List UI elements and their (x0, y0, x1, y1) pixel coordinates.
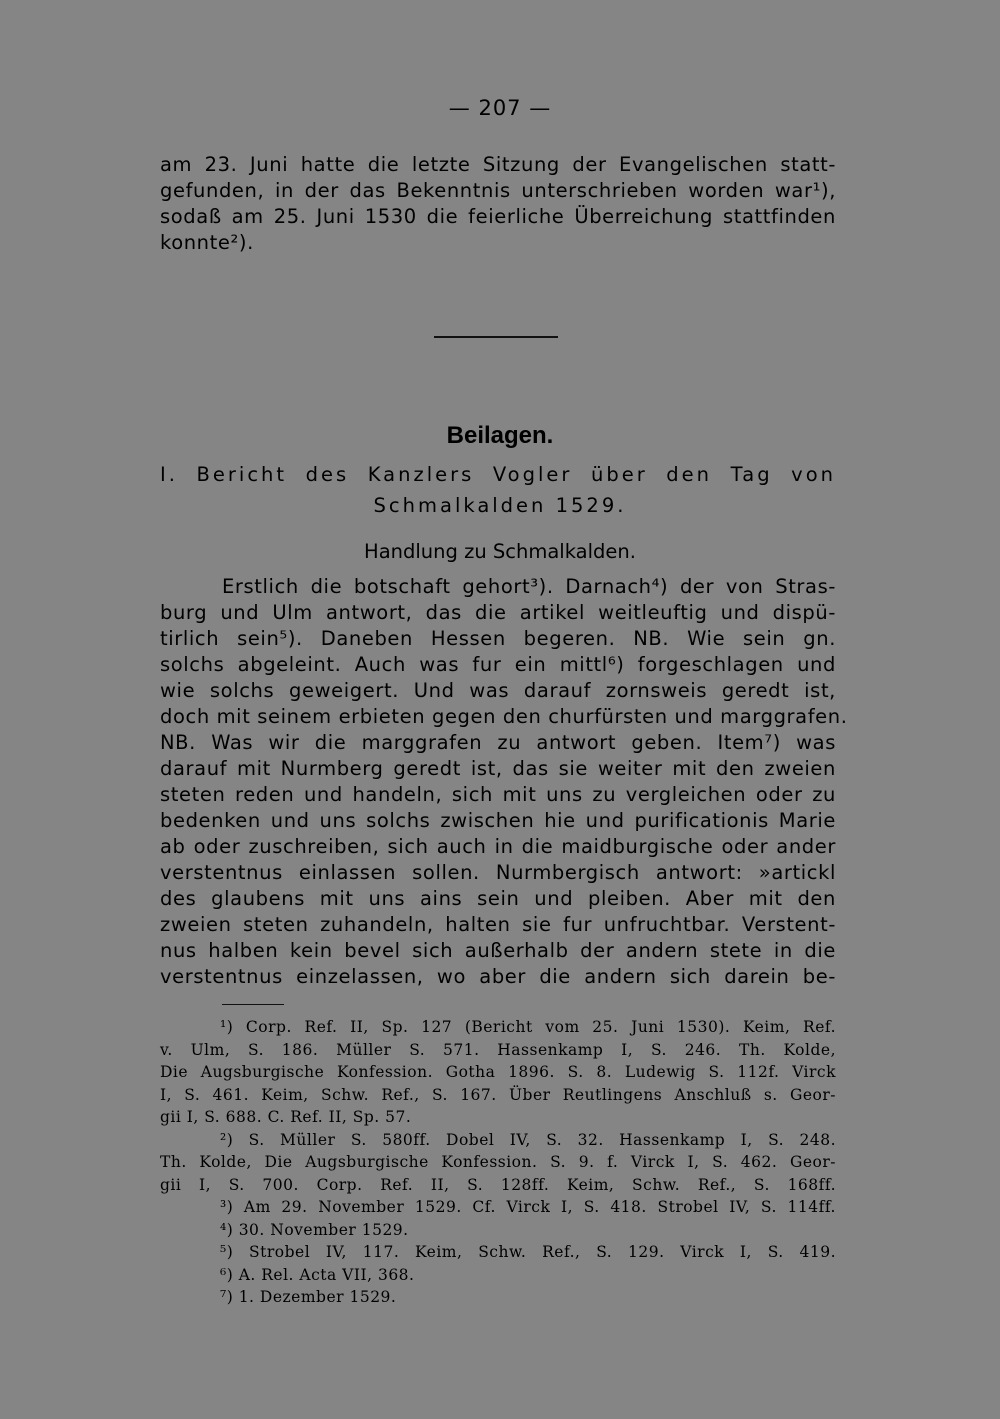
text-line: tirlich sein⁵). Daneben Hessen begeren. NB. Wie sein gn. (160, 627, 836, 650)
footnote-line: Die Augsburgische Konfession. Gotha 1896. S. 8. Ludewig S. 112f. Virck (160, 1063, 836, 1081)
footnote-line: v. Ulm, S. 186. Müller S. 571. Hassenkamp I, S. 246. Th. Kolde, (160, 1040, 836, 1059)
text-line: steten reden und handeln, sich mit uns zu vergleichen oder zu (160, 783, 836, 806)
footnote-line: ³) Am 29. November 1529. Cf. Virck I, S. 418. Strobel IV, S. 114ff. (220, 1198, 836, 1216)
text-line: NB. Was wir die marggrafen zu antwort geben. Item⁷) was (160, 731, 836, 754)
footnote-line: gii I, S. 688. C. Ref. II, Sp. 57. (160, 1108, 412, 1126)
footnote-line: ²) S. Müller S. 580ff. Dobel IV, S. 32. Hassenkamp I, S. 248. (220, 1130, 836, 1149)
text-line: verstentnus einzelassen, wo aber die andern sich darein be- (160, 965, 836, 988)
footnote-divider (222, 1004, 284, 1005)
text-line: nus halben kein bevel sich außerhalb der andern stete in die (160, 939, 836, 962)
text-line: darauf mit Nurmberg geredt ist, das sie weiter mit den zweien (160, 757, 836, 780)
text-line: doch mit seinem erbieten gegen den churfürsten und marggrafen. (160, 705, 848, 728)
text-line: bedenken und uns solchs zwischen hie und purificationis Marie (160, 809, 836, 832)
text-line: gefunden, in der das Bekenntnis unterschrieben worden war¹), (160, 179, 836, 202)
intro-paragraph (160, 152, 836, 256)
appendix-heading-line: I. Bericht des Kanzlers Vogler über den Tag von (160, 463, 836, 486)
text-line: solchs abgeleint. Auch was fur ein mittl⁶) forgeschlagen und (160, 653, 836, 676)
text-line: konnte²). (160, 231, 254, 254)
footnote-line: ⁵) Strobel IV, 117. Keim, Schw. Ref., S. 129. Virck I, S. 419. (220, 1243, 836, 1261)
section-divider (434, 336, 558, 338)
main-paragraph (160, 574, 848, 990)
footnote-line: gii I, S. 700. Corp. Ref. II, S. 128ff. Keim, Schw. Ref., S. 168ff. (160, 1175, 836, 1194)
text-line: ab oder zuschreiben, sich auch in die maidburgische oder ander (160, 835, 836, 858)
appendix-heading (160, 462, 836, 488)
text-line: sodaß am 25. Juni 1530 die feierliche Überreichung stattfinden (160, 205, 836, 228)
footnote-line: ⁴) 30. November 1529. (220, 1220, 409, 1239)
footnote-line: ¹) Corp. Ref. II, Sp. 127 (Bericht vom 25. Juni 1530). Keim, Ref. (220, 1018, 836, 1036)
footnote-line: ⁷) 1. Dezember 1529. (220, 1288, 397, 1306)
text-line: burg und Ulm antwort, das die artikel weitleuftig und dispü- (160, 601, 836, 624)
text-line: verstentnus einlassen sollen. Nurmbergisch antwort: »artickl (160, 861, 836, 884)
text-line: des glaubens mit uns ains sein und pleiben. Aber mit den (160, 887, 836, 910)
text-line: am 23. Juni hatte die letzte Sitzung der Evangelischen statt- (160, 153, 836, 176)
footnote-line: I, S. 461. Keim, Schw. Ref., S. 167. Über Reutlingens Anschluß s. Geor- (160, 1085, 836, 1104)
appendix-heading-line: Schmalkalden 1529. (373, 494, 627, 517)
text-line: zweien steten zuhandeln, halten sie fur unfruchtbar. Verstent- (160, 913, 836, 936)
footnote-line: Th. Kolde, Die Augsburgische Konfession. S. 9. f. Virck I, S. 462. Geor- (160, 1153, 836, 1171)
footnote-line: ⁶) A. Rel. Acta VII, 368. (220, 1265, 415, 1284)
subheading: Handlung zu Schmalkalden. (364, 540, 636, 563)
text-line: wie solchs geweigert. Und was darauf zornsweis geredt ist, (160, 679, 836, 702)
text-line: Erstlich die botschaft gehort³). Darnach⁴) der von Stras- (222, 575, 836, 598)
section-title: Beilagen. (446, 422, 554, 449)
footnotes (160, 1016, 836, 1309)
page-number: — 207 — (448, 96, 552, 120)
